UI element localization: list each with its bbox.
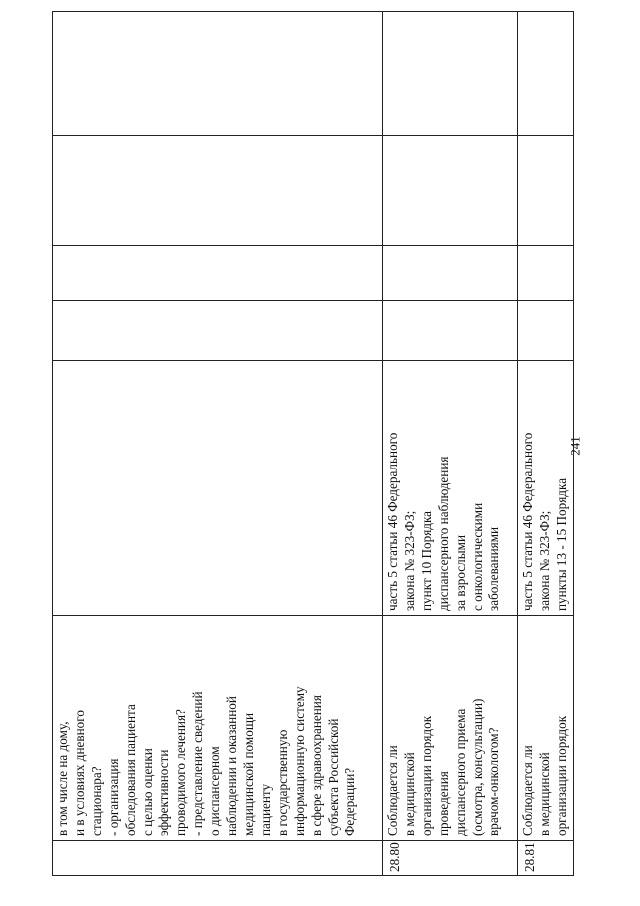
question-cell: Соблюдается ли в медицинской организации порядок — [518, 616, 574, 841]
note-cell — [53, 12, 383, 136]
answer-no-cell — [383, 246, 518, 301]
row-number: 28.80 — [383, 841, 518, 876]
requisites-cell — [53, 361, 383, 616]
checklist-table-rotated — [52, 12, 572, 876]
not-applicable-cell — [383, 136, 518, 246]
page-number: 241 — [567, 436, 583, 456]
row-number — [53, 841, 383, 876]
question-cell: Соблюдается ли в медицинской организации порядок проведения диспансерного приема (осмотра, консультации) врачом-онкологом? — [383, 616, 518, 841]
answer-no-cell — [518, 246, 574, 301]
checklist-table — [52, 11, 574, 876]
note-cell — [518, 12, 574, 136]
answer-yes-cell — [53, 301, 383, 361]
answer-yes-cell — [383, 301, 518, 361]
question-cell: в том числе на дому, и в условиях дневного стационара? - организация обследования пациента с целью оценки эффективности проводимого лечения? - представление сведений о диспансерном наблюдении и оказанной медицинской помощи пациенту в государственную информационную систему в сфере здравоохранения субъекта Российской Федерации? — [53, 616, 383, 841]
not-applicable-cell — [53, 136, 383, 246]
requisites-cell: часть 5 статьи 46 Федерального закона № 323-ФЗ; пункт 10 Порядка диспансерного наблюдения за взрослыми с онкологическими заболеваниями — [383, 361, 518, 616]
answer-yes-cell — [518, 301, 574, 361]
table-row — [518, 12, 574, 876]
note-cell — [383, 12, 518, 136]
requisites-cell: часть 5 статьи 46 Федерального закона № 323-ФЗ; пункты 13 - 15 Порядка — [518, 361, 574, 616]
answer-no-cell — [53, 246, 383, 301]
table-row — [383, 12, 518, 876]
table-row — [53, 12, 383, 876]
row-number: 28.81 — [518, 841, 574, 876]
not-applicable-cell — [518, 136, 574, 246]
